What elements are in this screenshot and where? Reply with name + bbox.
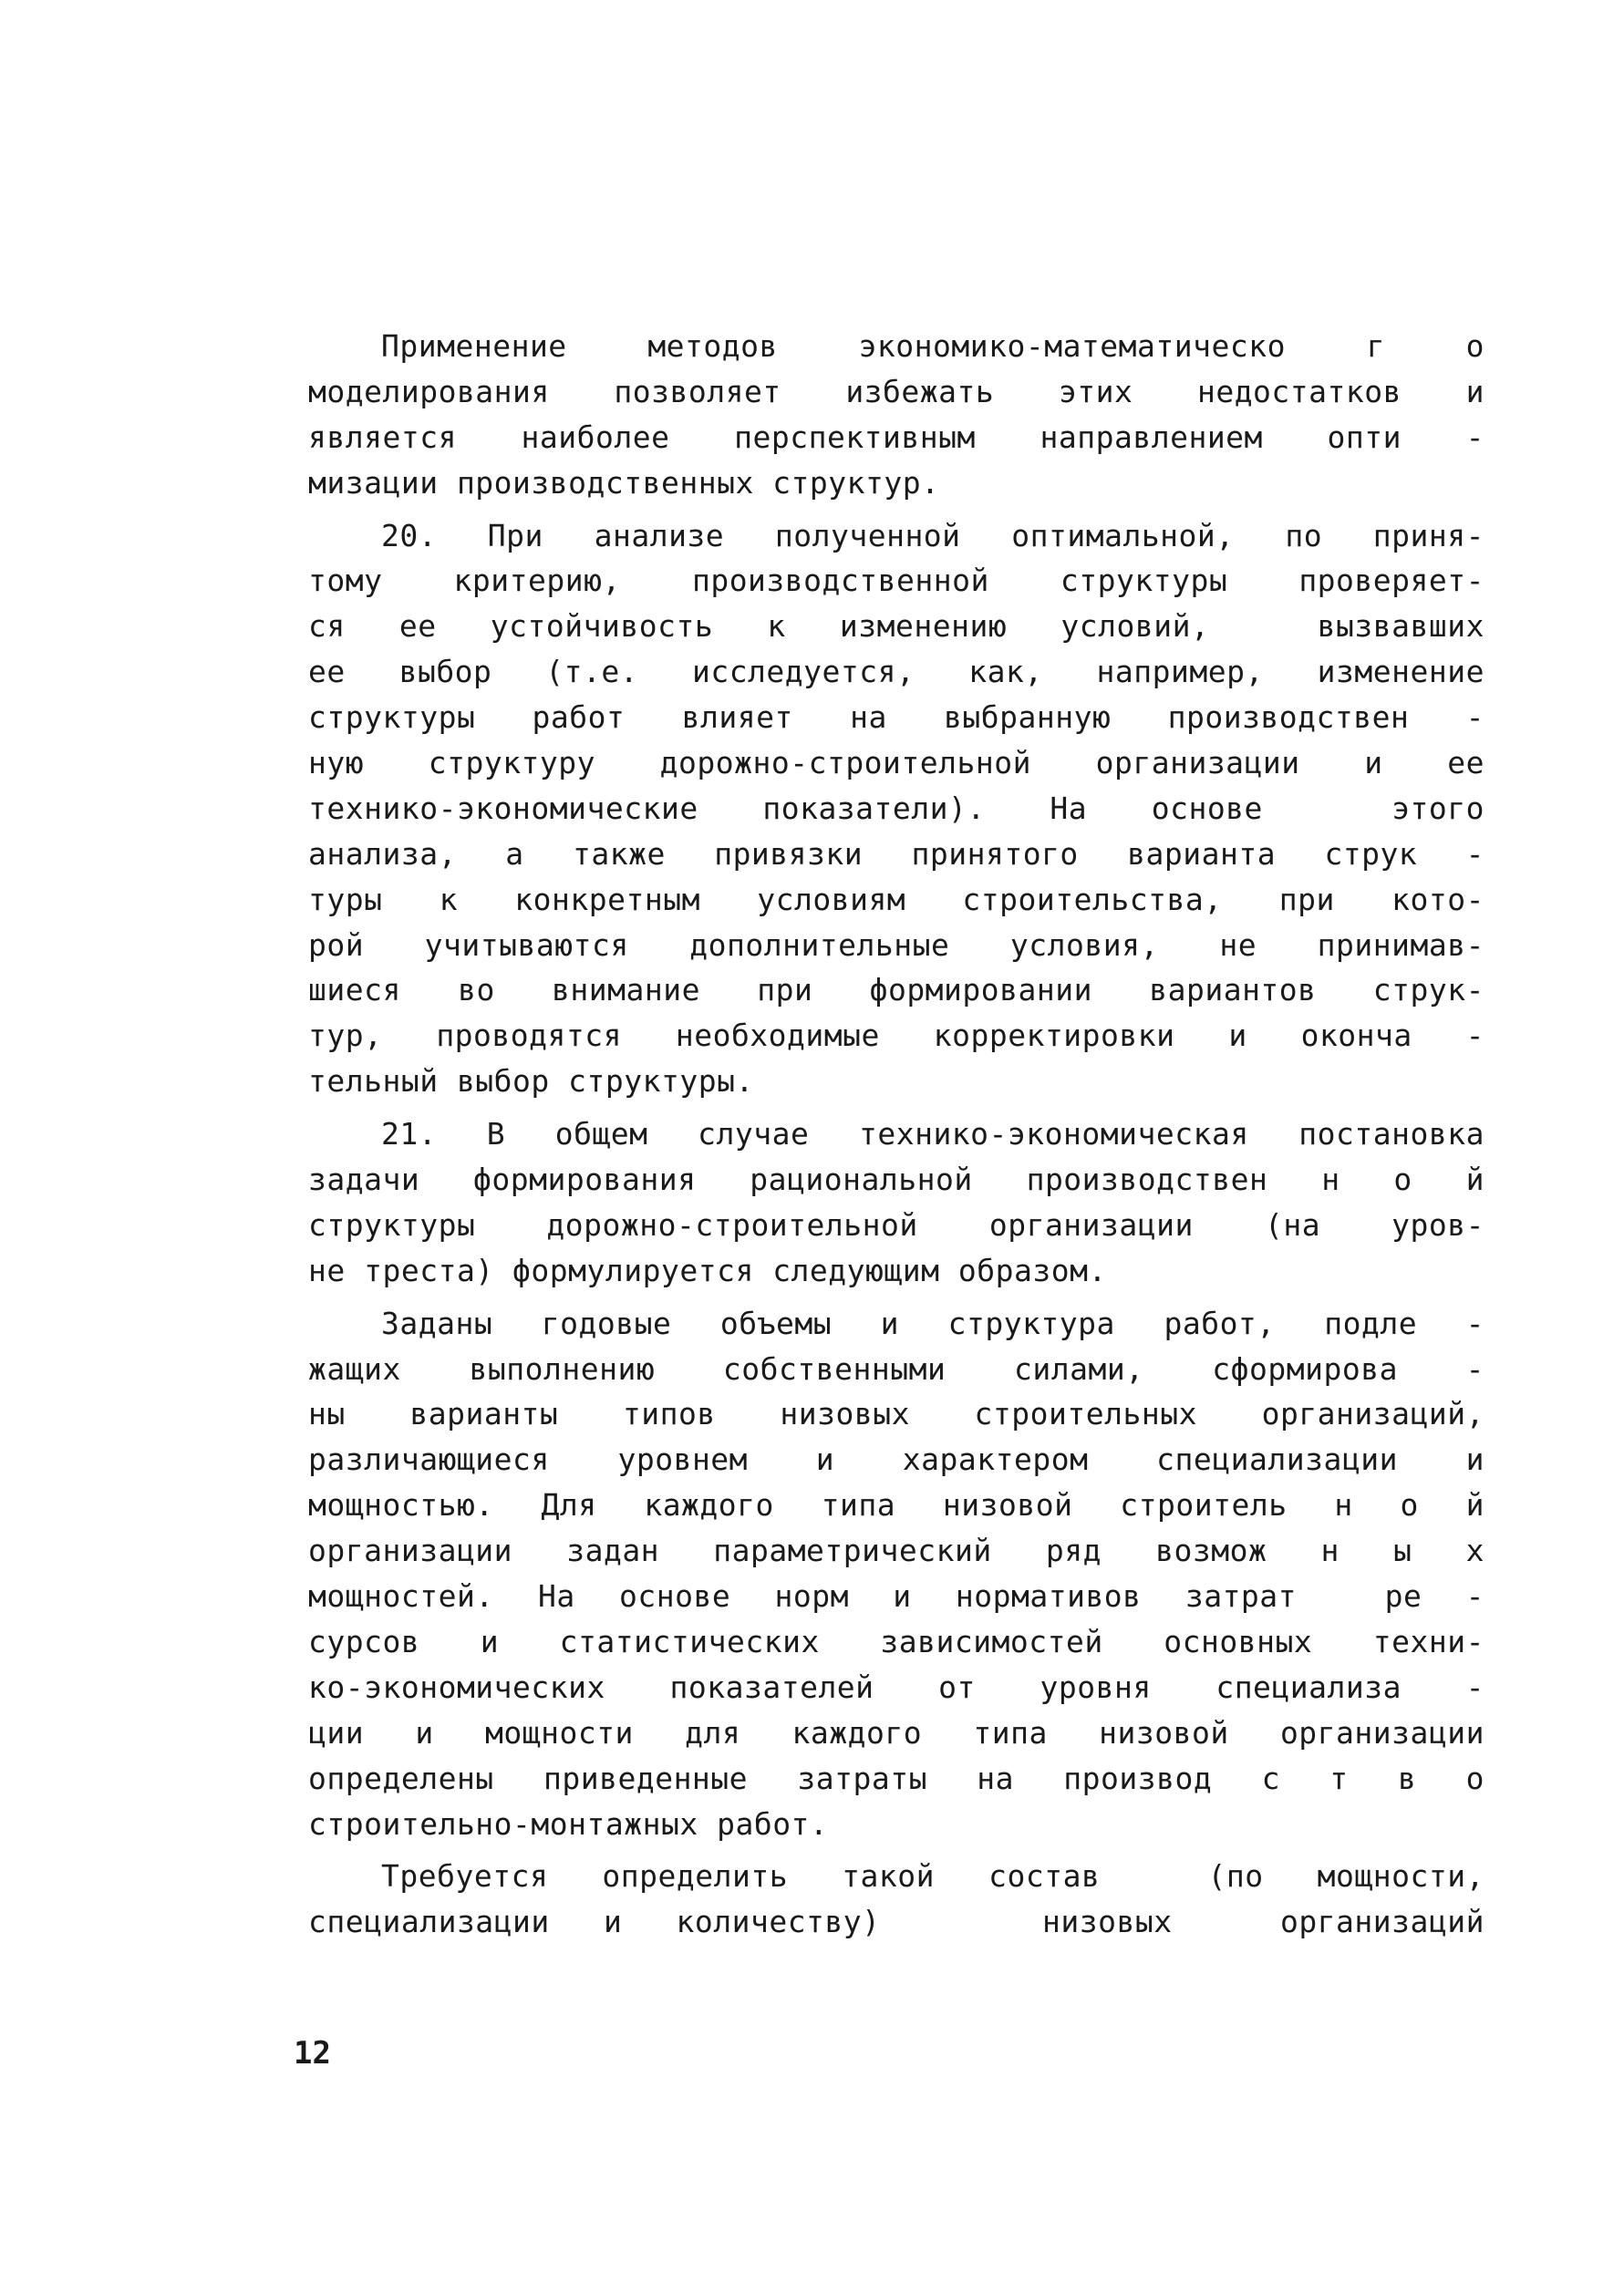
text-line: ся ее устойчивость к изменению условий, вызвавших: [308, 608, 1484, 645]
text-line: Заданы годовые объемы и структура работ, подле -: [381, 1305, 1484, 1341]
text-line: задачи формирования рациональной производствен н о й: [308, 1162, 1484, 1198]
text-line: тому критерию, производственной структуры проверяет-: [308, 563, 1484, 599]
text-line: не треста) формулируется следующим образом.: [308, 1252, 1107, 1288]
text-line: технико-экономические показатели). На основе этого: [308, 790, 1484, 826]
text-line: является наиболее перспективным направлением опти -: [308, 419, 1484, 455]
text-line: структуры дорожно-строительной организации (на уров-: [308, 1206, 1484, 1243]
text-line: жащих выполнению собственными силами, сформирова -: [308, 1350, 1484, 1387]
text-line: 20. При анализе полученной оптимальной, по приня-: [381, 517, 1484, 553]
text-line: анализа, а также привязки принятого варианта струк -: [308, 835, 1484, 872]
text-line: различающиеся уровнем и характером специализации и: [308, 1442, 1484, 1478]
text-line: организации задан параметрический ряд возмож н ы х: [308, 1533, 1484, 1569]
text-line: 21. В общем случае технико-экономическая постановка: [381, 1116, 1484, 1152]
text-line: туры к конкретным условиям строительства, при кото-: [308, 881, 1484, 917]
text-line: определены приведенные затраты на производ с т в о: [308, 1760, 1484, 1796]
text-line: моделирования позволяет избежать этих недостатков и: [308, 373, 1484, 409]
text-line: Требуется определить такой состав (по мощности,: [381, 1858, 1484, 1895]
page-number: 12: [294, 2035, 331, 2072]
text-line: рой учитываются дополнительные условия, не принимав-: [308, 926, 1484, 963]
text-line: ную структуру дорожно-строительной организации и ее: [308, 745, 1484, 781]
text-line: мощностей. На основе норм и нормативов затрат ре -: [308, 1578, 1484, 1615]
text-line: Применение методов экономико-математическо г о: [381, 328, 1484, 364]
text-line: тур, проводятся необходимые корректировки и оконча -: [308, 1018, 1484, 1054]
text-line: ции и мощности для каждого типа низовой организации: [308, 1714, 1484, 1751]
text-line: ко-экономических показателей от уровня специализа -: [308, 1669, 1484, 1705]
text-line: строительно-монтажных работ.: [308, 1805, 829, 1842]
text-line: мощностью. Для каждого типа низовой строитель н о й: [308, 1487, 1484, 1524]
text-line: ны варианты типов низовых строительных организаций,: [308, 1396, 1484, 1432]
text-line: шиеся во внимание при формировании вариантов струк-: [308, 972, 1484, 1008]
text-line: тельный выбор структуры.: [308, 1063, 754, 1100]
body-text: [308, 324, 1484, 1945]
text-line: сурсов и статистических зависимостей основных техни-: [308, 1623, 1484, 1659]
text-line: специализации и количеству) низовых организаций: [308, 1904, 1484, 1940]
text-line: структуры работ влияет на выбранную производствен -: [308, 699, 1484, 736]
text-line: ее выбор (т.е. исследуется, как, например, изменение: [308, 654, 1484, 690]
text-line: мизации производственных структур.: [308, 464, 940, 501]
